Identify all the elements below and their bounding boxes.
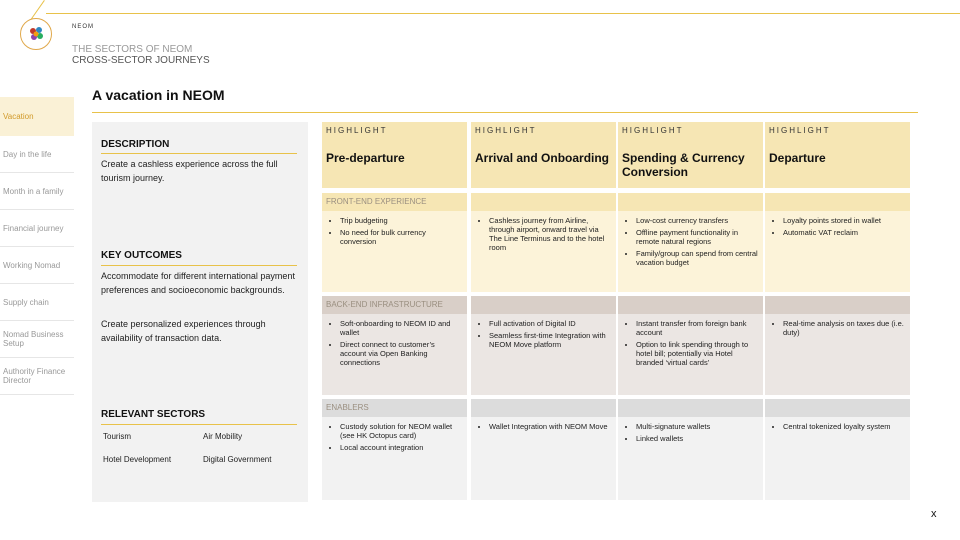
enablers-header: [471, 399, 616, 417]
description-text: Create a cashless experience across the full tourism journey.: [101, 159, 278, 183]
outcomes-rule: [101, 265, 297, 266]
front-end-header: [471, 193, 616, 211]
description-panel: [92, 122, 308, 502]
back-end-header: [765, 296, 910, 314]
highlight-label: HIGHLIGHT: [622, 126, 684, 135]
list-item: • Real-time analysis on taxes due (i.e. duty): [783, 319, 906, 337]
list-item: • Offline payment functionality in remote natural regions: [636, 228, 759, 246]
list-item: • Direct connect to customer’s account via Open Banking connections: [340, 340, 463, 367]
page-title: A vacation in NEOM: [92, 87, 225, 103]
sector-tag: Hotel Development: [103, 455, 172, 464]
front-end-body: [322, 211, 467, 292]
outcome-1: Accommodate for different international payment preferences and socioeconomic backgrounds.: [101, 271, 295, 295]
nav-item-day-in-the-life[interactable]: Day in the life: [0, 136, 74, 173]
list-item: • Seamless first-time Integration with NEOM Move platform: [489, 331, 612, 349]
highlight-card: [471, 122, 616, 188]
header-rule: [46, 13, 960, 14]
list-item: • Local account integration: [340, 443, 463, 452]
sector-tag: Digital Government: [203, 455, 272, 464]
enablers-body: [471, 417, 616, 500]
enablers-header: [765, 399, 910, 417]
section-subtitle: THE SECTORS OF NEOM: [72, 44, 193, 55]
list-item: • Loyalty points stored in wallet: [783, 216, 906, 225]
list-item: • Central tokenized loyalty system: [783, 422, 906, 431]
list-item: • Automatic VAT reclaim: [783, 228, 906, 237]
nav-item-authority-finance-director[interactable]: Authority Finance Director: [0, 358, 74, 395]
front-end-header: [618, 193, 763, 211]
back-end-header: [471, 296, 616, 314]
list-item: • Full activation of Digital ID: [489, 319, 612, 328]
enablers-body: [618, 417, 763, 500]
list-item: • Multi-signature wallets: [636, 422, 759, 431]
list-item: • No need for bulk currency conversion: [340, 228, 463, 246]
front-end-header: FRONT-END EXPERIENCE: [322, 193, 467, 211]
brand-name: NEOM: [72, 24, 94, 30]
list-item: • Option to link spending through to hotel bill; potentially via Hotel branded ‘virtual cards’: [636, 340, 759, 367]
highlight-label: HIGHLIGHT: [769, 126, 831, 135]
highlight-card: [765, 122, 910, 188]
highlight-title: Spending & Currency Conversion: [622, 151, 745, 179]
list-item: • Wallet Integration with NEOM Move: [489, 422, 612, 431]
list-item: • Soft-onboarding to NEOM ID and wallet: [340, 319, 463, 337]
description-rule: [101, 153, 297, 154]
description-heading: DESCRIPTION: [101, 139, 170, 150]
sectors-rule: [101, 424, 297, 425]
highlight-title: Pre-departure: [326, 151, 405, 165]
highlight-label: HIGHLIGHT: [326, 126, 388, 135]
back-end-header: [618, 296, 763, 314]
list-item: • Trip budgeting: [340, 216, 463, 225]
back-end-body: [471, 314, 616, 395]
highlight-title: Arrival and Onboarding: [475, 151, 610, 165]
front-end-body: [765, 211, 910, 292]
front-end-body: [471, 211, 616, 292]
enablers-header: [618, 399, 763, 417]
enablers-body: [765, 417, 910, 500]
nav-item-working-nomad[interactable]: Working Nomad: [0, 247, 74, 284]
highlight-card: [322, 122, 467, 188]
list-item: • Cashless journey from Airline, through airport, onward travel via The Line Terminus and to the hotel room: [489, 216, 612, 252]
nav-item-vacation[interactable]: Vacation: [0, 97, 74, 136]
sectors-heading: RELEVANT SECTORS: [101, 409, 206, 420]
list-item: • Linked wallets: [636, 434, 759, 443]
enablers-header: ENABLERS: [322, 399, 467, 417]
nav-item-month-in-a-family[interactable]: Month in a family: [0, 173, 74, 210]
nav-item-financial-journey[interactable]: Financial journey: [0, 210, 74, 247]
back-end-body: [618, 314, 763, 395]
front-end-header: [765, 193, 910, 211]
journey-nav: [0, 97, 74, 395]
enablers-body: [322, 417, 467, 500]
back-end-body: [322, 314, 467, 395]
list-item: • Family/group can spend from central vacation budget: [636, 249, 759, 267]
back-end-body: [765, 314, 910, 395]
close-button[interactable]: x: [931, 508, 937, 520]
highlight-card: [618, 122, 763, 188]
highlight-title: Departure: [769, 151, 826, 165]
neom-logo-icon: [20, 18, 52, 50]
list-item: • Low-cost currency transfers: [636, 216, 759, 225]
list-item: • Instant transfer from foreign bank account: [636, 319, 759, 337]
list-item: • Custody solution for NEOM wallet (see HK Octopus card): [340, 422, 463, 440]
sector-tag: Tourism: [103, 432, 132, 441]
highlight-label: HIGHLIGHT: [475, 126, 537, 135]
nav-item-nomad-business-setup[interactable]: Nomad Business Setup: [0, 321, 74, 358]
front-end-body: [618, 211, 763, 292]
nav-item-supply-chain[interactable]: Supply chain: [0, 284, 74, 321]
journey-subtitle: CROSS-SECTOR JOURNEYS: [72, 55, 210, 66]
outcomes-heading: KEY OUTCOMES: [101, 250, 182, 261]
back-end-header: BACK-END INFRASTRUCTURE: [322, 296, 467, 314]
outcome-2: Create personalized experiences through availability of transaction data.: [101, 319, 266, 343]
sector-tag: Air Mobility: [203, 432, 243, 441]
title-rule: [92, 112, 918, 113]
